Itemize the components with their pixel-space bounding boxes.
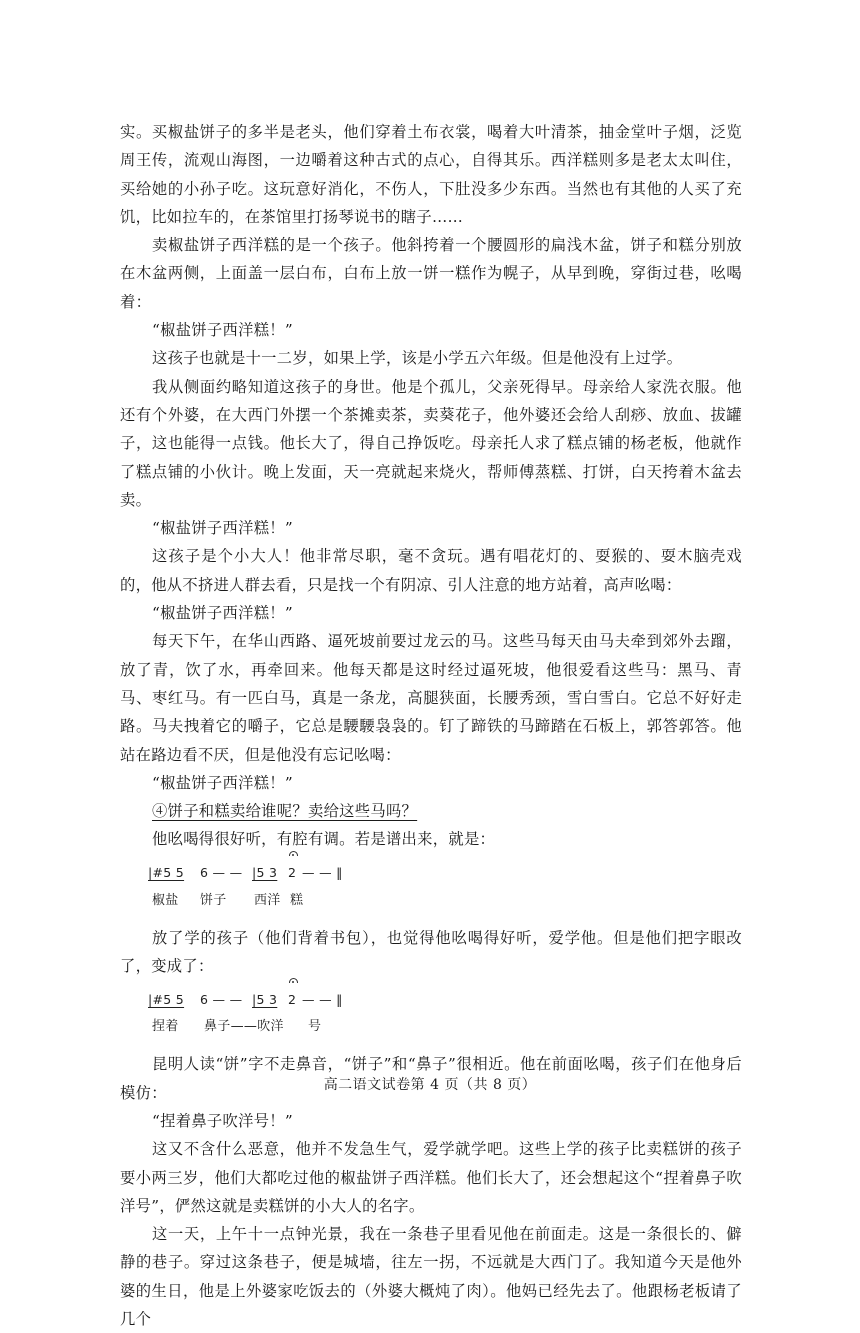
score-notes [148, 858, 742, 888]
paragraph: 这孩子是个小大人！他非常尽职，毫不贪玩。遇有唱花灯的、耍猴的、耍木脑壳戏的，他从不挤进人群去看，只是找一个有阴凉、引人注意的地方站着，高声吆喝： [120, 547, 742, 594]
lyric: 号 [308, 1019, 322, 1035]
paragraph: 实。买椒盐饼子的多半是老头，他们穿着土布衣裳，喝着大叶清茶，抽金堂叶子烟，泛览周王传，流观山海图，一边嚼着这种古式的点心，自得其乐。西洋糕则多是老太太叫住，买给她的小孙子吃。这玩意好消化，不伤人，下肚没多少东西。当然也有其他的人买了充饥，比如拉车的，在茶馆里打扬琴说书的瞎子…… [120, 123, 742, 226]
music-score-2 [148, 984, 742, 1040]
score-note: |5 3 [252, 992, 278, 1008]
paragraph: 我从侧面约略知道这孩子的身世。他是个孤儿，父亲死得早。母亲给人家洗衣服。他还有个外婆，在大西门外摆一个茶摊卖茶，卖葵花子，他外婆还会给人刮痧、放血、拔罐子，这也能得一点钱。他长大了，得自己挣饭吃。母亲托人求了糕点铺的杨老板，他就作了糕点铺的小伙计。晚上发面，天一亮就起来烧火，帮师傅蒸糕、打饼，白天挎着木盆去卖。 [120, 377, 742, 509]
paragraph: “捏着鼻子吹洋号！” [152, 1111, 294, 1130]
score-lyrics [148, 1014, 742, 1040]
paragraph: 昆明人读“饼”字不走鼻音，“饼子”和“鼻子”很相近。他在前面吆喝，孩子们在他身后模仿： [120, 1055, 742, 1102]
music-score-1 [148, 858, 742, 914]
paragraph: 放了学的孩子（他们背着书包），也觉得他吆喝得好听，爱学他。但是他们把字眼改了，变成了： [120, 928, 742, 976]
score-note: — — ‖ [302, 865, 343, 881]
paragraph: 这孩子也就是十一二岁，如果上学，该是小学五六年级。但是他没有上过学。 [152, 349, 683, 368]
paragraph: 每天下午，在华山西路、逼死坡前要过龙云的马。这些马每天由马夫牵到郊外去蹓，放了青，饮了水，再牵回来。他每天都是这时经过逼死坡，他很爱看这些马：黑马、青马、枣红马。有一匹白马，真是一条龙，高腿狭面，长腰秀颈，雪白雪白。它总不好好走路。马夫拽着它的嚼子，它总是騕騕袅袅的。钉了蹄铁的马蹄踏在石板上，郭答郭答。他站在路边看不厌，但是他没有忘记吆喝： [120, 632, 742, 764]
lyric: 鼻子——吹洋 [204, 1019, 284, 1035]
lyric: 椒盐 [152, 892, 179, 908]
score-note: |#5 5 [148, 865, 185, 881]
paragraph: 这一天，上午十一点钟光景，我在一条巷子里看见他在前面走。这是一条很长的、僻静的巷子。穿过这条巷子，便是城墙，往左一拐，不远就是大西门了。我知道今天是他外婆的生日，他是上外婆家吃饭去的（外婆大概炖了肉）。他妈已经先去了。他跟杨老板请了几个 [120, 1225, 742, 1328]
lyric: 捏着 [152, 1019, 179, 1035]
question-text: ④饼子和糕卖给谁呢？卖给这些马吗？ [152, 802, 418, 821]
score-lyrics [148, 888, 742, 914]
score-note: |5 3 [252, 865, 278, 881]
lyric: 西洋 [254, 892, 281, 908]
score-note: |#5 5 [148, 992, 185, 1008]
paragraph: 卖椒盐饼子西洋糕的是一个孩子。他斜挎着一个腰圆形的扁浅木盆，饼子和糕分别放在木盆两侧，上面盖一层白布，白布上放一饼一糕作为幌子，从早到晚，穿街过巷，吆喝着： [120, 236, 742, 311]
article-text [120, 118, 742, 1333]
paragraph: “椒盐饼子西洋糕！” [152, 604, 294, 623]
lyric: 糕 [290, 892, 304, 908]
paragraph: “椒盐饼子西洋糕！” [152, 519, 294, 538]
score-note: 6 — — [200, 865, 243, 881]
score-note: 6 — — [200, 992, 243, 1008]
paragraph: “椒盐饼子西洋糕！” [152, 773, 294, 792]
score-note-fermata: 2 [288, 986, 302, 1014]
paragraph: 这又不含什么恶意，他并不发急生气，爱学就学吧。这些上学的孩子比卖糕饼的孩子要小两三岁，他们大都吃过他的椒盐饼子西洋糕。他们长大了，还会想起这个“捏着鼻子吹洋号”，俨然这就是卖糕饼的小大人的名字。 [120, 1140, 742, 1215]
paragraph: 他吆喝得很好听，有腔有调。若是谱出来，就是： [152, 830, 496, 849]
score-note: — — ‖ [302, 992, 343, 1008]
question-4 [120, 797, 742, 825]
paragraph: “椒盐饼子西洋糕！” [152, 321, 294, 340]
lyric: 饼子 [200, 892, 227, 908]
page-footer: 高二语文试卷第 4 页（共 8 页） [323, 1077, 537, 1093]
score-note-fermata: 2 [288, 859, 302, 887]
score-notes [148, 984, 742, 1014]
